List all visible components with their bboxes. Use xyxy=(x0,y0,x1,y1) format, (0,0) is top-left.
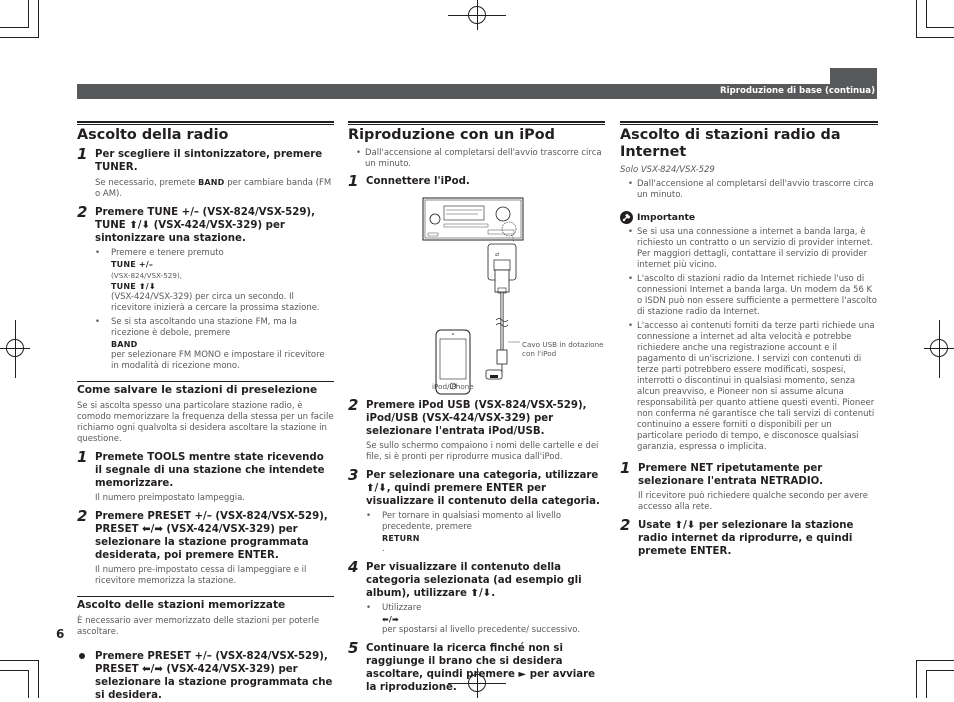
section-rule xyxy=(620,121,878,125)
section-title: Ascolto di stazioni radio da Internet xyxy=(620,127,841,160)
column-internet-radio xyxy=(620,121,878,558)
bullet: • L'ascolto di stazioni radio da Internet richiede l'uso di connessioni Internet a banda larga. Un modem da 56 K o ISDN può non essere sufficiente a permettere l'ascolto di stazione radio da Internet. xyxy=(620,274,878,318)
step-note: Se necessario, premete BAND per cambiare banda (FM o AM). xyxy=(95,178,332,199)
step-title: Per scegliere il sintonizzatore, premere TUNER. xyxy=(95,149,323,173)
registration-mark xyxy=(6,339,24,357)
step-number: 5 xyxy=(348,639,359,657)
step-number: 2 xyxy=(77,507,88,525)
step-title: Per selezionare una categoria, utilizzare ⬆/⬇, quindi premere ENTER per visualizzare il contenuto della categoria. xyxy=(366,470,600,507)
crop-mark xyxy=(916,660,917,698)
crop-mark xyxy=(38,660,39,698)
bullet: • Dall'accensione al completarsi dell'avvio trascorre circa un minuto. xyxy=(348,148,605,170)
models-note: Solo VSX-824/VSX-529 xyxy=(620,165,715,175)
step-number: 2 xyxy=(348,396,359,414)
section-rule xyxy=(77,121,334,125)
ipod-connection-figure xyxy=(348,192,605,404)
crop-mark xyxy=(916,37,954,38)
step-title: Premere iPod USB (VSX-824/VSX-529), iPod/USB (VSX-424/VSX-329) per selezionare l'entrata iPod/USB. xyxy=(366,400,587,437)
step xyxy=(620,516,878,558)
step-title: Per visualizzare il contenuto della categoria selezionata (ad esempio gli album), utilizzare ⬆/⬇. xyxy=(366,562,582,599)
registration-mark xyxy=(930,339,948,357)
crop-mark xyxy=(0,37,38,38)
step-number: 3 xyxy=(348,466,359,484)
section-title: Ascolto della radio xyxy=(77,127,229,143)
page-number: 6 xyxy=(56,627,65,641)
svg-text:⇄: ⇄ xyxy=(495,252,500,258)
paragraph: È necessario aver memorizzato delle stazioni per poterle ascoltare. xyxy=(77,616,320,637)
bullet: • L'accesso ai contenuti forniti da terze parti richiede una connessione a internet ad alta velocità e potrebbe richiedere anche una registrazione account e il pagamento di un'iscrizione. I servizi con contenuti di terze parti potrebbero essere modificati, sospesi, interrotti o discontinui in qualsiasi momento, senza alcun preavviso, e Pioneer non si assume alcuna responsabilità per quanto attiene questi eventi. Pioneer non conferma né garantisce che tali servizi di contenuti continuino a essere forniti o disponibili per un particolare periodo di tempo, e disconosce qualsiasi garanzia, espressa o implicita. xyxy=(620,321,878,453)
section-rule xyxy=(348,121,605,125)
step-number: 1 xyxy=(77,145,88,163)
section-title: Riproduzione con un iPod xyxy=(348,127,555,143)
step-note: Il ricevitore può richiedere qualche secondo per avere accesso alla rete. xyxy=(638,491,868,512)
step-title: Premete TOOLS mentre state ricevendo il segnale di una stazione che intendete memorizzare. xyxy=(95,452,325,489)
step-number: 1 xyxy=(77,448,88,466)
connection-diagram xyxy=(348,192,605,404)
crop-mark xyxy=(38,0,39,38)
step xyxy=(77,448,334,504)
bullet: • Dall'accensione al completarsi dell'avvio trascorre circa un minuto. xyxy=(620,179,878,201)
crop-mark xyxy=(916,0,917,38)
step xyxy=(77,203,334,372)
important-heading: Importante xyxy=(620,212,878,224)
step xyxy=(620,459,878,513)
step-number: 2 xyxy=(77,203,88,221)
step xyxy=(348,172,605,190)
step-title: Usate ⬆/⬇ per selezionare la stazione radio internet da riprodurre, e quindi premete ENTER. xyxy=(638,520,854,557)
dot-step: Premere PRESET +/– (VSX-824/VSX-529), PRESET ⬅/➡ (VSX-424/VSX-329) per selezionare la stazione programmata che si desidera. xyxy=(77,650,334,702)
header-tab xyxy=(830,68,877,85)
step-title: Premere TUNE +/– (VSX-824/VSX-529), TUNE ⬆/⬇ (VSX-424/VSX-329) per sintonizzare una stazione. xyxy=(95,207,315,244)
registration-mark xyxy=(468,6,486,24)
device-label: iPod/iPhone xyxy=(432,382,474,391)
step-note: Il numero preimpostato lampeggia. xyxy=(95,493,245,503)
crop-mark xyxy=(0,660,38,661)
important-icon xyxy=(620,211,633,224)
step-number: 1 xyxy=(620,459,631,477)
bullet: • Utilizzare ⬅/➡ per spostarsi al livello precedente/ successivo. xyxy=(366,603,605,636)
paragraph: Se si ascolta spesso una particolare stazione radio, è comodo memorizzare la frequenza della stessa per un facile richiamo ogni qualvolta si desidera ascoltare la stazione in questione. xyxy=(77,401,334,444)
step-title: Continuare la ricerca finché non si raggiunge il brano che si desidera ascoltare, quindi premere ► per avviare la riproduzione. xyxy=(366,643,596,693)
step-note: Se sullo schermo compaiono i nomi delle cartelle e dei file, si è pronti per riprodurre musica dall'iPod. xyxy=(366,441,599,462)
subsection-title: Come salvare le stazioni di preselezione xyxy=(77,384,318,396)
step xyxy=(77,145,334,200)
crop-mark xyxy=(28,0,29,28)
crop-mark xyxy=(916,660,954,661)
step-number: 1 xyxy=(348,172,359,190)
step xyxy=(348,396,605,463)
crop-mark xyxy=(0,670,28,671)
step xyxy=(77,507,334,587)
step-note: Il numero pre-impostato cessa di lampeggiare e il ricevitore memorizza la stazione. xyxy=(95,565,307,586)
step xyxy=(348,558,605,636)
crop-mark xyxy=(926,27,954,28)
crop-mark xyxy=(926,670,954,671)
bullet: • Se si usa una connessione a internet a banda larga, è richiesto un contratto o un servizio di provider internet. Per maggiori dettagli, contattare il servizio di provider internet più vicino. xyxy=(620,227,878,271)
crop-mark xyxy=(926,0,927,28)
step-number: 2 xyxy=(620,516,631,534)
running-header: Riproduzione di base (continua) xyxy=(720,86,875,96)
step-title: Premere NET ripetutamente per selezionare l'entrata NETRADIO. xyxy=(638,463,823,487)
bullet: • Premere e tenere premuto TUNE +/– (VSX-824/VSX-529), TUNE ⬆/⬇ (VSX-424/VSX-329) per circa un secondo. Il ricevitore inizierà a cercare la prossima stazione. xyxy=(95,248,334,314)
cable-label: Cavo USB in dotazione con l'iPod xyxy=(522,340,604,358)
step xyxy=(348,639,605,694)
bullet: • Per tornare in qualsiasi momento al livello precedente, premere RETURN . xyxy=(366,511,605,555)
step xyxy=(348,466,605,555)
step-title: Premere PRESET +/– (VSX-824/VSX-529), PRESET ⬅/➡ (VSX-424/VSX-329) per selezionare la stazione programmata desiderata, poi premere ENTER. xyxy=(95,511,328,561)
crop-mark xyxy=(28,670,29,698)
crop-mark xyxy=(926,670,927,698)
column-ipod xyxy=(348,121,605,694)
crop-mark xyxy=(0,27,28,28)
column-radio xyxy=(77,121,334,702)
bullet: • Se si sta ascoltando una stazione FM, ma la ricezione è debole, premere BAND per selezionare FM MONO e impostare il ricevitore in modalità di ricezione mono. xyxy=(95,317,334,372)
subsection-title: Ascolto delle stazioni memorizzate xyxy=(77,599,286,611)
step-number: 4 xyxy=(348,558,359,576)
step-title: Connettere l'iPod. xyxy=(366,176,470,187)
